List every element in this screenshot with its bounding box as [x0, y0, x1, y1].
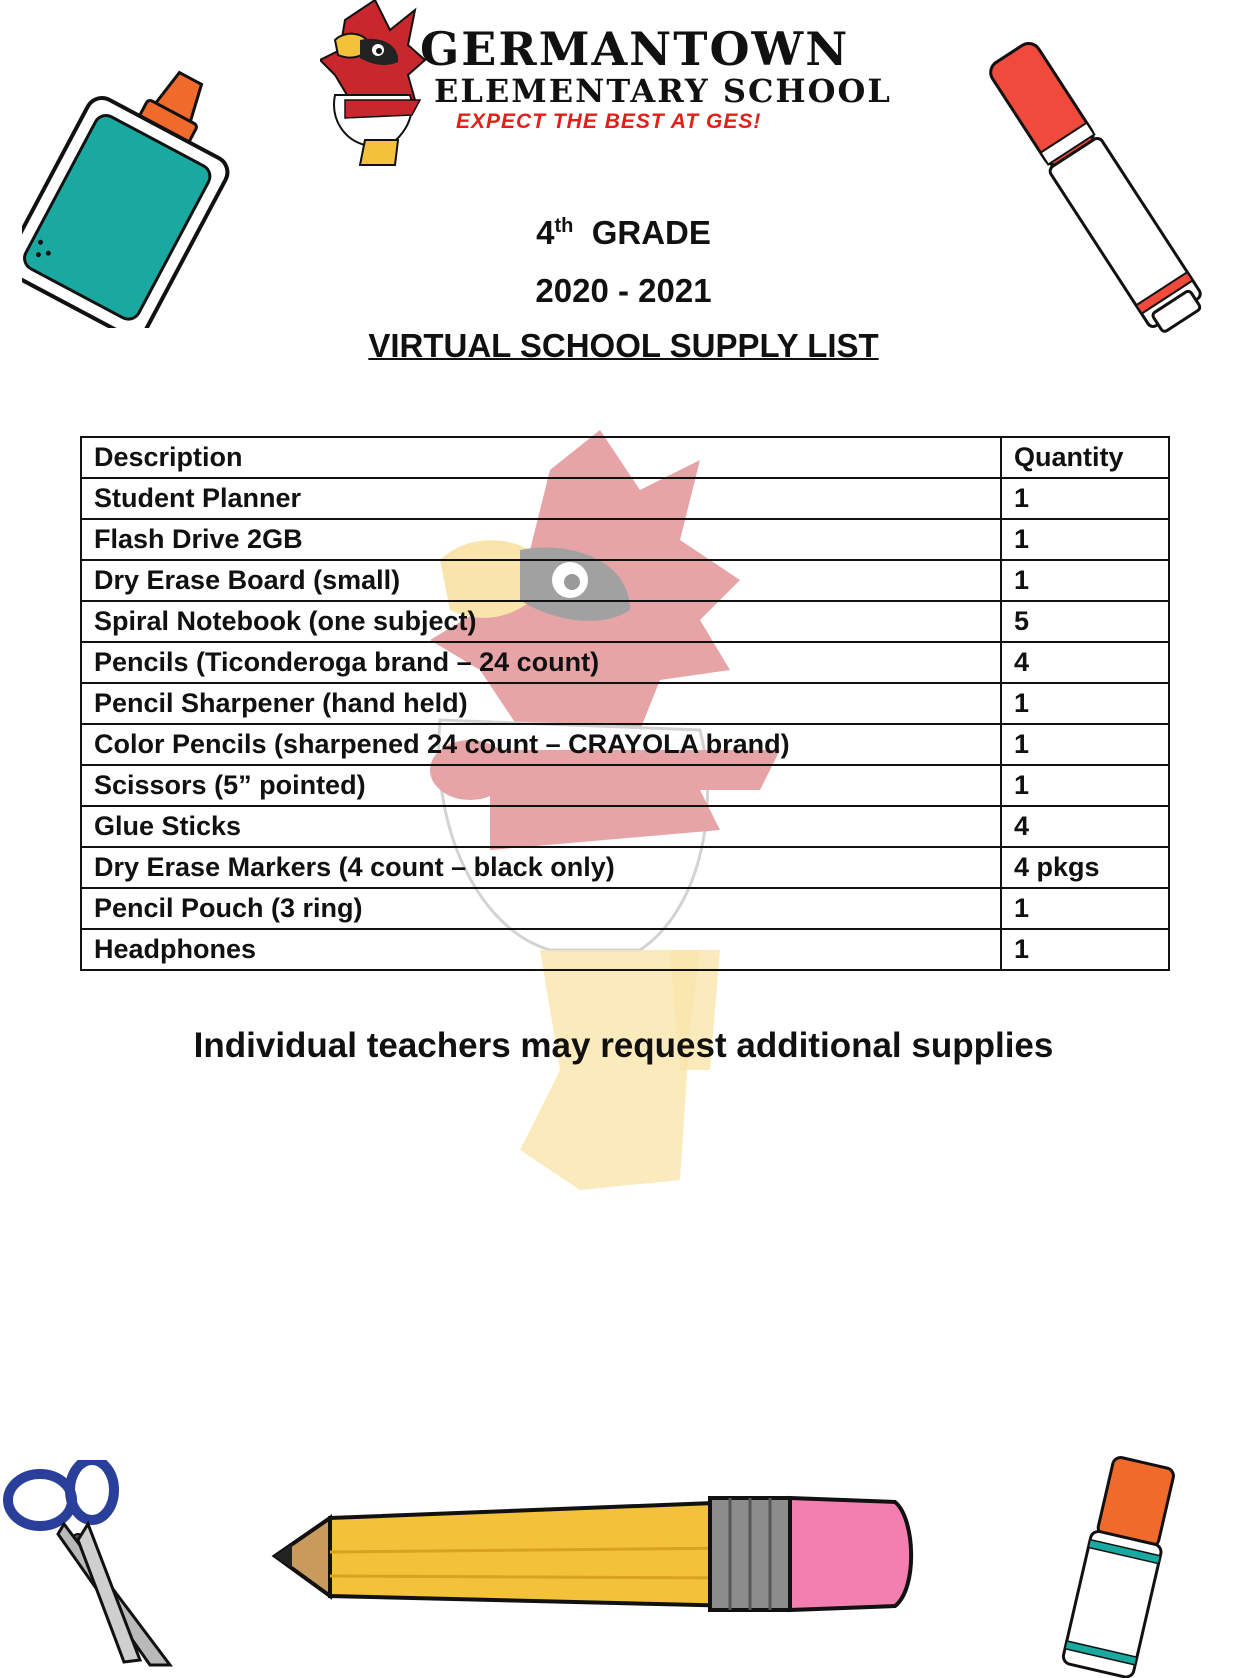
glue-stick-icon — [1045, 1455, 1195, 1678]
item-quantity: 1 — [1001, 519, 1169, 560]
footer-note: Individual teachers may request additional supplies — [193, 1026, 1054, 1065]
item-quantity: 1 — [1001, 683, 1169, 724]
school-name-subtitle: ELEMENTARY SCHOOL — [434, 72, 892, 110]
list-title-text: VIRTUAL SCHOOL SUPPLY LIST — [368, 327, 879, 364]
table-row — [81, 478, 1169, 519]
item-quantity: 1 — [1001, 478, 1169, 519]
table-row — [81, 601, 1169, 642]
pencil-icon — [270, 1488, 920, 1618]
item-quantity: 1 — [1001, 888, 1169, 929]
table-row — [81, 847, 1169, 888]
table-row — [81, 683, 1169, 724]
table-row — [81, 888, 1169, 929]
table-row — [81, 765, 1169, 806]
table-row — [81, 806, 1169, 847]
school-motto: EXPECT THE BEST AT GES! — [456, 110, 762, 133]
supply-table — [80, 436, 1170, 971]
item-description: Dry Erase Markers (4 count – black only) — [81, 847, 1001, 888]
scissors-icon — [0, 1460, 180, 1670]
item-description: Glue Sticks — [81, 806, 1001, 847]
table-row — [81, 519, 1169, 560]
school-year: 2020 - 2021 — [535, 272, 712, 309]
item-quantity: 1 — [1001, 929, 1169, 970]
item-quantity: 1 — [1001, 724, 1169, 765]
table-row — [81, 724, 1169, 765]
item-quantity: 1 — [1001, 765, 1169, 806]
item-quantity: 4 — [1001, 642, 1169, 683]
item-quantity: 1 — [1001, 560, 1169, 601]
item-description: Pencil Sharpener (hand held) — [81, 683, 1001, 724]
school-logo — [320, 0, 910, 180]
grade-word: GRADE — [591, 214, 711, 251]
item-quantity: 4 — [1001, 806, 1169, 847]
marker-icon — [975, 28, 1220, 353]
item-description: Spiral Notebook (one subject) — [81, 601, 1001, 642]
school-name: GERMANTOWN — [420, 22, 850, 76]
item-description: Scissors (5” pointed) — [81, 765, 1001, 806]
table-row — [81, 642, 1169, 683]
item-description: Pencil Pouch (3 ring) — [81, 888, 1001, 929]
item-description: Student Planner — [81, 478, 1001, 519]
table-row — [81, 929, 1169, 970]
cardinal-mascot-icon — [320, 0, 430, 170]
item-description: Dry Erase Board (small) — [81, 560, 1001, 601]
glue-bottle-icon — [22, 58, 237, 328]
grade-number: 4 — [536, 214, 555, 251]
header-quantity: Quantity — [1001, 437, 1169, 478]
table-row — [81, 560, 1169, 601]
item-description: Pencils (Ticonderoga brand – 24 count) — [81, 642, 1001, 683]
item-quantity: 4 pkgs — [1001, 847, 1169, 888]
item-description: Flash Drive 2GB — [81, 519, 1001, 560]
grade-suffix: th — [554, 215, 574, 237]
item-quantity: 5 — [1001, 601, 1169, 642]
item-description: Headphones — [81, 929, 1001, 970]
table-header-row — [81, 437, 1169, 478]
header-description: Description — [81, 437, 1001, 478]
item-description: Color Pencils (sharpened 24 count – CRAYOLA brand) — [81, 724, 1001, 765]
